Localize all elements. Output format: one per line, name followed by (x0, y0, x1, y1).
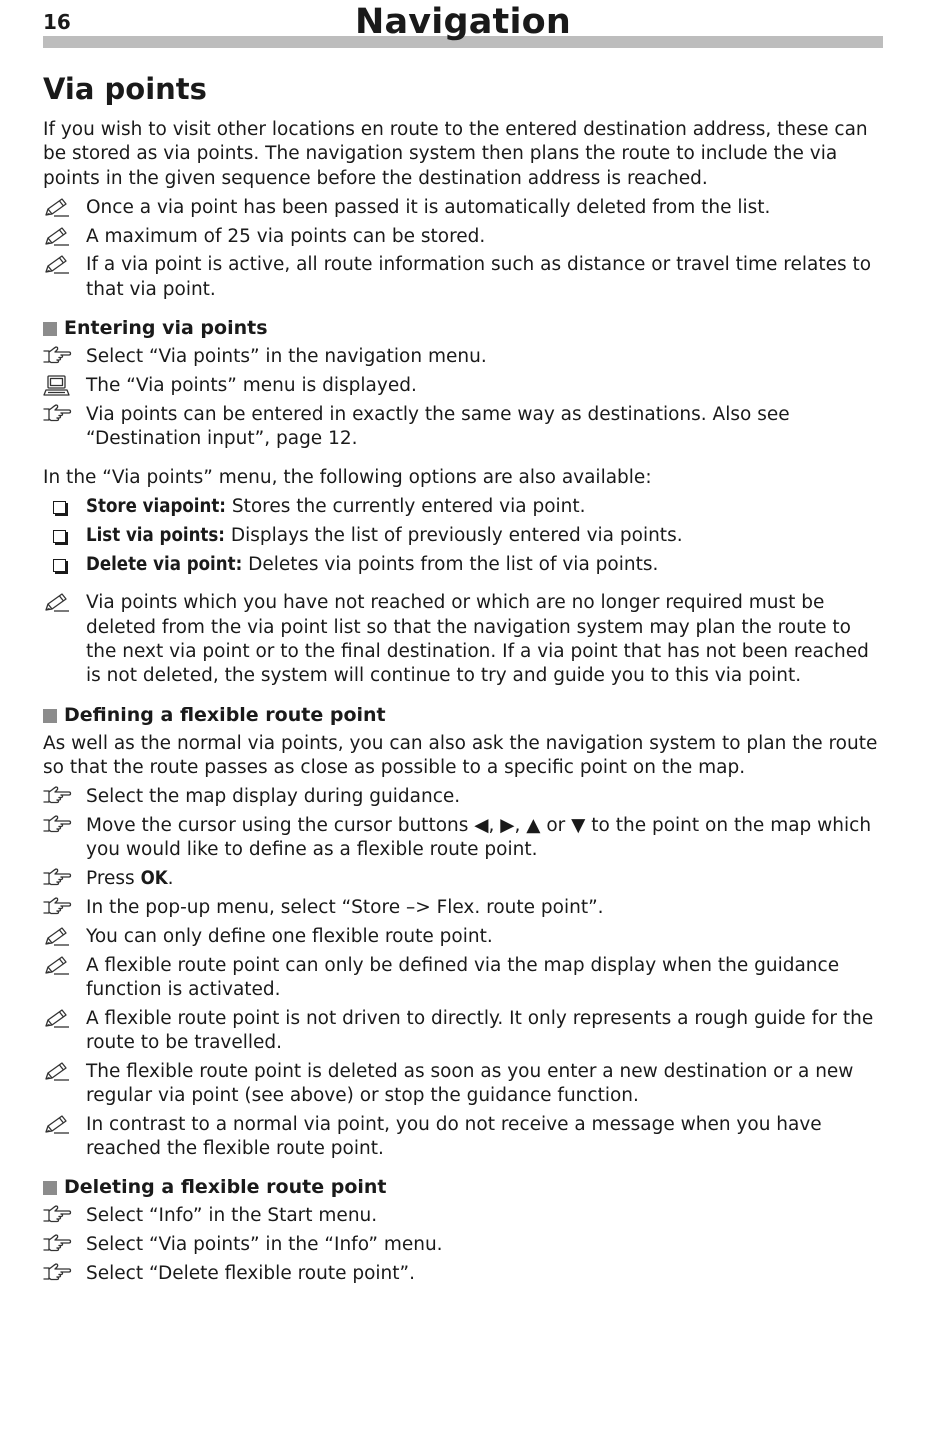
pencil-note-icon (43, 954, 73, 978)
page-title: Via points (43, 72, 207, 106)
note-item: The flexible route point is deleted as soon as you enter a new destination or a new regular via point (see above) or stop the guidance function. (43, 1060, 883, 1109)
chapter-title: Navigation (354, 2, 572, 42)
option-item: Store viapoint: Stores the currently entered via point. (43, 495, 883, 519)
pencil-note-icon (43, 253, 73, 277)
note-item: If a via point is active, all route information such as distance or travel time relates to that via point. (43, 253, 883, 302)
section-square-icon (43, 1181, 57, 1195)
step-item: Select “Delete flexible route point”. (43, 1262, 883, 1286)
option-item: Delete via point: Deletes via points from the list of via points. (43, 553, 883, 577)
display-icon (43, 374, 73, 398)
step-item: Select “Via points” in the navigation menu. (43, 345, 883, 369)
step-item: Press OK. (43, 867, 883, 891)
options-intro: In the “Via points” menu, the following options are also available: (43, 466, 652, 488)
pencil-note-icon (43, 925, 73, 949)
pointing-hand-icon (43, 814, 73, 838)
pencil-note-icon (43, 225, 73, 249)
note-item: You can only define one flexible route point. (43, 925, 883, 949)
section-heading-deleting: Deleting a flexible route point (43, 1175, 883, 1199)
pencil-note-icon (43, 196, 73, 220)
pencil-note-icon (43, 591, 73, 615)
step-item: Move the cursor using the cursor buttons ◀, ▶, ▲ or ▼ to the point on the map which you would like to define as a flexible route point. (43, 814, 883, 863)
cursor-arrows: ◀, ▶, ▲ or ▼ (474, 815, 586, 837)
checkbox-bullet-icon (53, 530, 66, 543)
pointing-hand-icon (43, 785, 73, 809)
note-item: A flexible route point can only be defined via the map display when the guidance function is activated. (43, 954, 883, 1003)
defining-intro: As well as the normal via points, you can also ask the navigation system to plan the route so that the route passes as close as possible to a specific point on the map. (43, 732, 878, 778)
option-item: List via points: Displays the list of previously entered via points. (43, 524, 883, 548)
note-item: A maximum of 25 via points can be stored. (43, 225, 883, 249)
pointing-hand-icon (43, 867, 73, 891)
section-square-icon (43, 322, 57, 336)
step-item: In the pop-up menu, select “Store –> Flex. route point”. (43, 896, 883, 920)
step-item: Select “Via points” in the “Info” menu. (43, 1233, 883, 1257)
page-content (43, 70, 883, 1291)
pointing-hand-icon (43, 345, 73, 369)
pointing-hand-icon (43, 896, 73, 920)
section-heading-entering: Entering via points (43, 316, 883, 340)
pointing-hand-icon (43, 1204, 73, 1228)
pointing-hand-icon (43, 403, 73, 427)
page-number: 16 (43, 10, 71, 34)
pointing-hand-icon (43, 1233, 73, 1257)
section-square-icon (43, 709, 57, 723)
result-item: The “Via points” menu is displayed. (43, 374, 883, 398)
step-item: Via points can be entered in exactly the same way as destinations. Also see “Destination input”, page 12. (43, 403, 883, 452)
step-item: Select the map display during guidance. (43, 785, 883, 809)
pencil-note-icon (43, 1113, 73, 1137)
note-item: In contrast to a normal via point, you do not receive a message when you have reached the flexible route point. (43, 1113, 883, 1162)
section-heading-defining: Defining a flexible route point (43, 703, 883, 727)
intro-paragraph: If you wish to visit other locations en route to the entered destination address, these can be stored as via points. The navigation system then plans the route to include the via points in the given sequence before the destination address is reached. (43, 119, 868, 189)
page-header (43, 0, 883, 50)
pencil-note-icon (43, 1060, 73, 1084)
pointing-hand-icon (43, 1262, 73, 1286)
checkbox-bullet-icon (53, 501, 66, 514)
ok-key-label: OK (140, 868, 168, 890)
note-item: Via points which you have not reached or which are no longer required must be deleted from the via point list so that the navigation system may plan the route to the next via point or to the final destination. If a via point that has not been reached is not deleted, the system will continue to try and guide you to this via point. (43, 591, 883, 688)
note-item: A flexible route point is not driven to directly. It only represents a rough guide for the route to be travelled. (43, 1007, 883, 1056)
pencil-note-icon (43, 1007, 73, 1031)
note-item: Once a via point has been passed it is automatically deleted from the list. (43, 196, 883, 220)
step-item: Select “Info” in the Start menu. (43, 1204, 883, 1228)
checkbox-bullet-icon (53, 559, 66, 572)
